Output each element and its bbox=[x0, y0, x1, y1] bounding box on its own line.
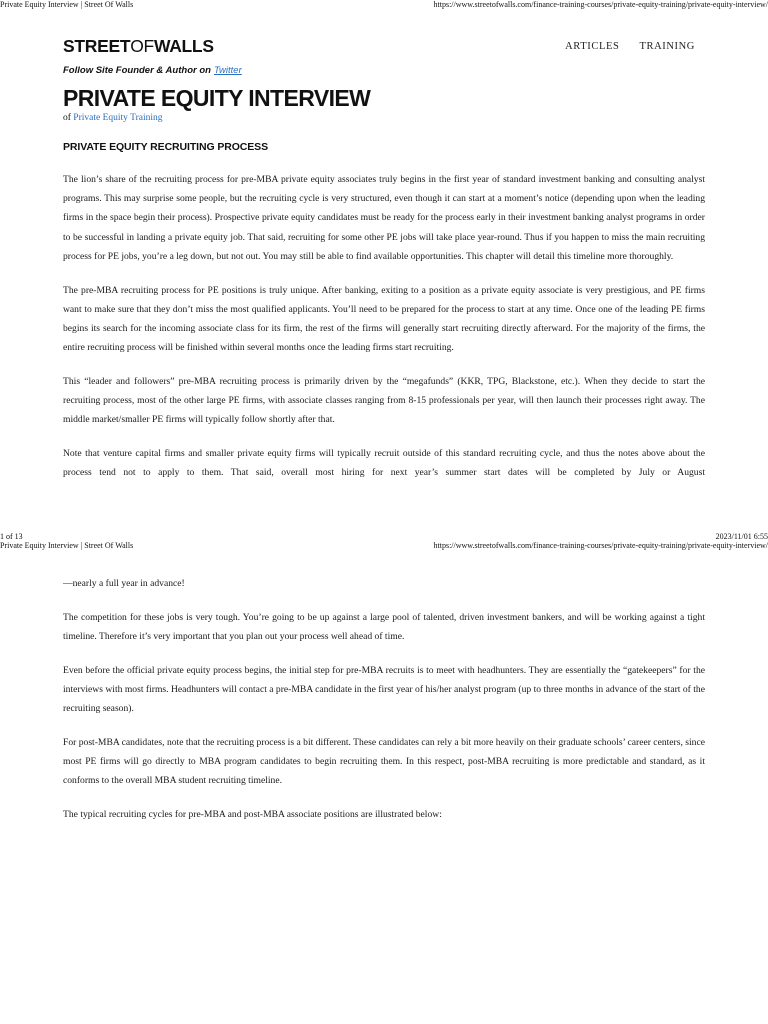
print-timestamp: 2023/11/01 6:55 bbox=[715, 532, 768, 541]
paragraph: Even before the official private equity process begins, the initial step for pre-MBA recruits is to meet with headhunters. They are essentially the “gatekeepers” for the interviews with most firms. Headhunters will contact a pre-MBA candidate in the first year of his/her analyst program (up to three months in advance of the start of the recruiting season). bbox=[63, 664, 705, 715]
print-doc-title: Private Equity Interview | Street Of Walls bbox=[0, 0, 134, 9]
article-body-page2 bbox=[63, 574, 705, 839]
print-header bbox=[0, 541, 768, 551]
nav-training-link[interactable]: TRAINING bbox=[639, 41, 695, 52]
paragraph: —nearly a full year in advance! bbox=[63, 578, 185, 589]
private-equity-training-link[interactable]: Private Equity Training bbox=[73, 113, 163, 123]
page-title: PRIVATE EQUITY INTERVIEW bbox=[63, 85, 371, 111]
top-nav bbox=[565, 41, 695, 52]
paragraph: The pre-MBA recruiting process for PE positions is truly unique. After banking, exiting to a position as a private equity associate is very prestigious, and PE firms want to make sure that they don’t miss the most qualified applicants. You’ll need to be prepared for the process to start at any time. Once one of the leading PE firms begins its search for the incoming associate class for its firm, the rest of the firms will generally start recruiting directly afterward. For the majority of the firms, the entire recruiting process will be finished within several months once the leading firms start recruiting. bbox=[63, 284, 705, 354]
logo-part-of: OF bbox=[130, 36, 154, 56]
paragraph: This “leader and followers” pre-MBA recruiting process is primarily driven by the “megafunds” (KKR, TPG, Blackstone, etc.). When they decide to start the recruiting process, most of the other large PE firms, with associate classes ranging from 8-15 professionals per year, will then launch their processes right away. The middle market/smaller PE firms will typically follow shortly after that. bbox=[63, 375, 705, 426]
of-prefix: of bbox=[63, 113, 71, 123]
paragraph: The competition for these jobs is very tough. You’re going to be up against a large pool of talented, driven investment bankers, and will be working against a tight timeline. Therefore it’s very important that you plan out your process well ahead of time. bbox=[63, 611, 705, 642]
paragraph: For post-MBA candidates, note that the recruiting process is a bit different. These candidates can rely a bit more heavily on their graduate schools’ career centers, since most PE firms will go directly to MBA program candidates to begin recruiting them. In this respect, post-MBA recruiting is more predictable and standard, as it conforms to the overall MBA student recruiting timeline. bbox=[63, 736, 705, 787]
section-heading: PRIVATE EQUITY RECRUITING PROCESS bbox=[63, 141, 268, 153]
paragraph: The typical recruiting cycles for pre-MBA and post-MBA associate positions are illustrated below: bbox=[63, 808, 442, 820]
page-indicator: 1 of 13 bbox=[0, 532, 23, 541]
logo-part-street: STREET bbox=[63, 36, 131, 56]
course-breadcrumb bbox=[63, 113, 163, 123]
site-logo[interactable] bbox=[63, 36, 214, 57]
nav-articles-link[interactable]: ARTICLES bbox=[565, 41, 620, 52]
print-header bbox=[0, 0, 768, 10]
logo-part-walls: WALLS bbox=[153, 36, 214, 56]
follow-founder-line bbox=[63, 65, 242, 76]
paragraph: The lion’s share of the recruiting process for pre-MBA private equity associates truly begins in the first year of standard investment banking and consulting analyst programs. This may surprise some people, but the recruiting cycle is very structured, even though it can start at a moment’s notice (depending upon when the leading firms in the space begin their process). Prospective private equity candidates must be ready for the process early in their investment banking analyst programs in order to be successful in landing a private equity job. That said, recruiting for some other PE jobs will take place year-round. Thus if you happen to miss the main recruiting process for PE jobs, you’re a leg down, but not out. You may still be able to find available opportunities. This chapter will detail this timeline more thoroughly. bbox=[63, 174, 705, 262]
follow-text: Follow Site Founder & Author on bbox=[63, 65, 211, 76]
twitter-link[interactable]: Twitter bbox=[213, 65, 242, 76]
print-url: https://www.streetofwalls.com/finance-training-courses/private-equity-training/private-equity-interview/ bbox=[433, 0, 768, 9]
print-doc-title: Private Equity Interview | Street Of Walls bbox=[0, 541, 134, 550]
paragraph: Note that venture capital firms and smaller private equity firms will typically recruit outside of this standard recruiting cycle, and thus the notes above about the process tend not to apply to them. That said, overall most hiring for next year’s summer start dates will be completed by July or August bbox=[63, 447, 705, 479]
print-url: https://www.streetofwalls.com/finance-training-courses/private-equity-training/private-equity-interview/ bbox=[433, 541, 768, 550]
article-body-page1 bbox=[63, 170, 705, 503]
